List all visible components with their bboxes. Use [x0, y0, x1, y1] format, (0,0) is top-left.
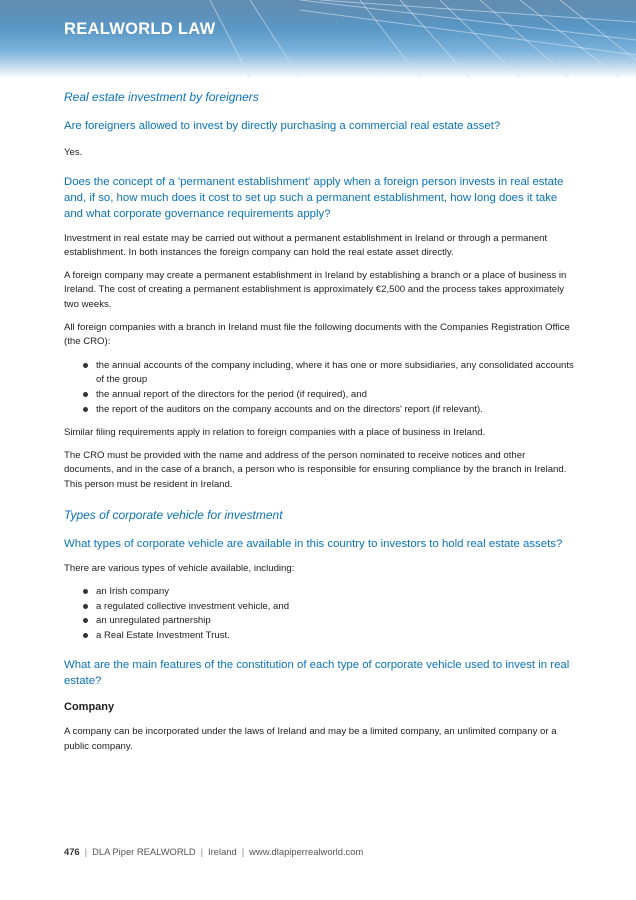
- bullet-icon: [83, 633, 88, 638]
- list-item: [64, 629, 574, 644]
- list-item-text: the annual accounts of the company including, where it has one or more subsidiaries, any consolidated accounts of the group: [96, 359, 574, 386]
- question-constitution-features: What are the main features of the constitution of each type of corporate vehicle used to invest in real estate?: [64, 659, 570, 688]
- paragraph: There are various types of vehicle available, including:: [64, 562, 295, 574]
- list-item: [64, 403, 574, 418]
- list-item-text: a Real Estate Investment Trust.: [96, 629, 230, 641]
- question-permanent-establishment: Does the concept of a 'permanent establishment' apply when a foreign person invests in real estate and, if so, how much does it cost to set up such a permanent establishment, how long does it take and what corporate governance requirements apply?: [64, 175, 564, 220]
- header-banner: [0, 0, 636, 78]
- website-link[interactable]: www.dlapiperrealworld.com: [249, 846, 364, 857]
- brand-title: REALWORLD LAW: [64, 20, 216, 38]
- main-content: [64, 89, 574, 755]
- paragraph: All foreign companies with a branch in Ireland must file the following documents with the Companies Registration Office (the CRO):: [64, 321, 570, 348]
- answer-yes: Yes.: [64, 147, 83, 158]
- publication-name: DLA Piper REALWORLD: [92, 846, 196, 857]
- question-direct-purchase: Are foreigners allowed to invest by directly purchasing a commercial real estate asset?: [64, 120, 501, 132]
- subheading-company: Company: [64, 701, 115, 714]
- list-item-text: the annual report of the directors for the period (if required), and: [96, 388, 367, 400]
- separator: |: [200, 846, 204, 857]
- bullet-icon: [83, 604, 88, 609]
- bullet-icon: [83, 407, 88, 412]
- section-title-foreign-investment: Real estate investment by foreigners: [64, 90, 259, 104]
- bullet-list-vehicle-types: [64, 585, 574, 643]
- section-title-corporate-vehicle: Types of corporate vehicle for investment: [64, 507, 283, 522]
- list-item: [64, 614, 574, 629]
- list-item-text: a regulated collective investment vehicle, and: [96, 600, 290, 612]
- page-footer: [64, 846, 363, 857]
- list-item: [64, 585, 574, 600]
- country-name: Ireland: [208, 846, 237, 857]
- separator: |: [241, 846, 245, 857]
- paragraph: Investment in real estate may be carried out without a permanent establishment in Ireland or through a permanent establishment. In both instances the foreign company can hold the real estate asset directly.: [64, 232, 548, 259]
- paragraph: A foreign company may create a permanent establishment in Ireland by establishing a branch or a place of business in Ireland. The cost of creating a permanent establishment is approximately €2,500 and the process takes approximately two weeks.: [64, 269, 567, 310]
- list-item-text: the report of the auditors on the company accounts and on the directors' report (if relevant).: [96, 403, 483, 415]
- page-number: 476: [64, 846, 80, 857]
- building-facade-graphic: [0, 0, 636, 78]
- list-item-text: an unregulated partnership: [96, 615, 211, 627]
- list-item: [64, 359, 574, 388]
- list-item: [64, 600, 574, 615]
- paragraph: A company can be incorporated under the laws of Ireland and may be a limited company, an unlimited company or a public company.: [64, 726, 557, 753]
- bullet-icon: [83, 363, 88, 368]
- bullet-icon: [83, 589, 88, 594]
- paragraph: Similar filing requirements apply in relation to foreign companies with a place of business in Ireland.: [64, 427, 486, 439]
- question-vehicle-types: What types of corporate vehicle are available in this country to investors to hold real estate assets?: [64, 537, 563, 550]
- bullet-list-cro-documents: [64, 359, 574, 417]
- paragraph: The CRO must be provided with the name and address of the person nominated to receive notices and other documents, and in the case of a branch, a person who is responsible for ensuring compliance by the branch in Ireland. This person must be resident in Ireland.: [64, 449, 567, 490]
- bullet-icon: [83, 392, 88, 397]
- separator: |: [84, 846, 88, 857]
- bullet-icon: [83, 618, 88, 623]
- list-item: [64, 388, 574, 403]
- list-item-text: an Irish company: [96, 586, 170, 598]
